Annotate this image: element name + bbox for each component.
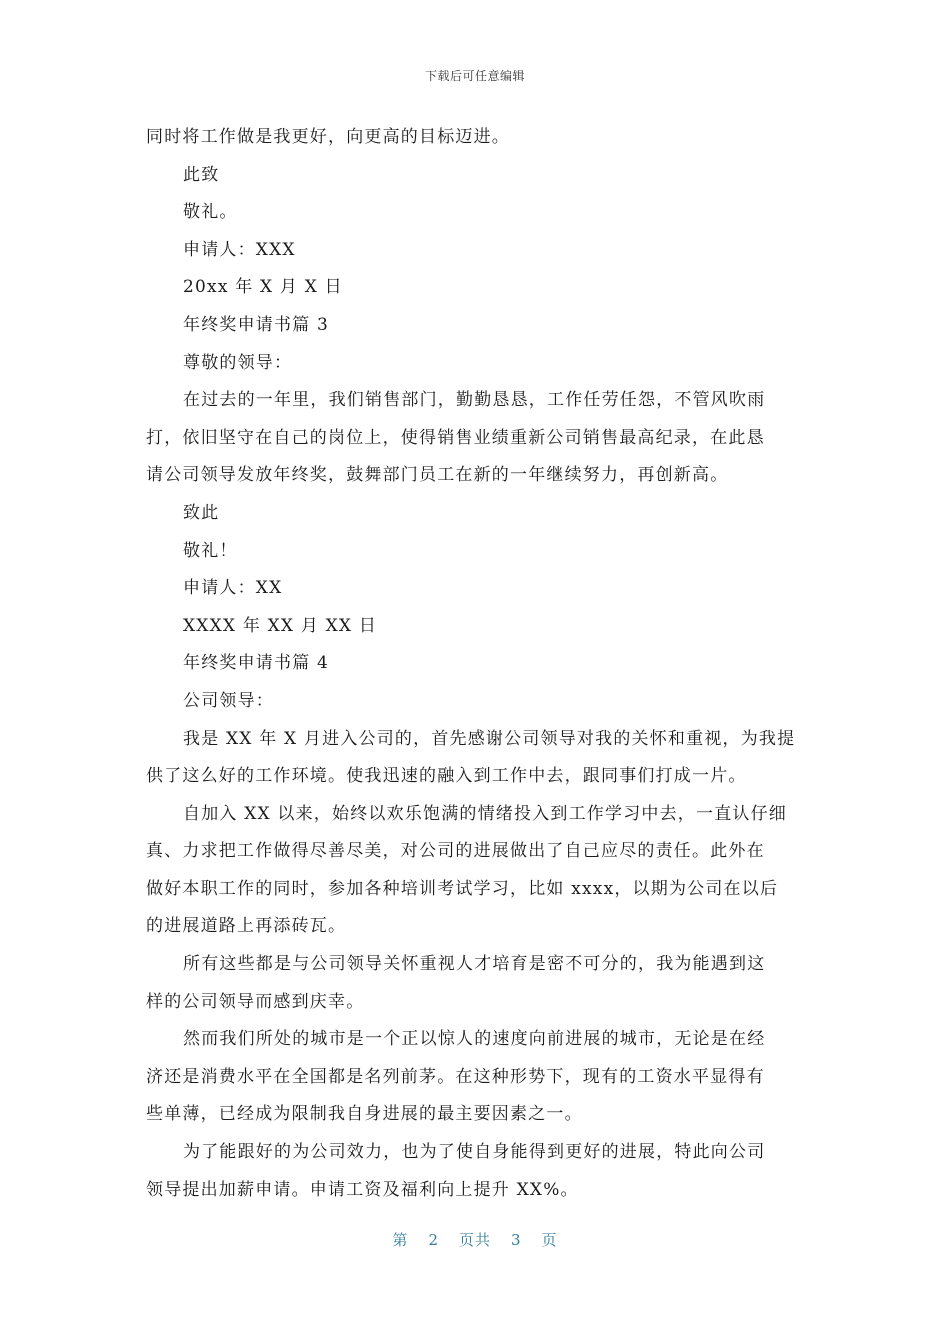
text-line: 敬礼！ [183, 540, 238, 561]
page-prefix: 第 [392, 1231, 409, 1249]
page-header-note: 下载后可任意编辑 [424, 69, 525, 83]
text-line: 些单薄，已经成为限制我自身进展的最主要因素之一。 [146, 1104, 583, 1125]
page-middle: 页共 [458, 1231, 491, 1249]
page-footer [0, 1229, 950, 1250]
total-pages-number: 3 [511, 1231, 522, 1249]
text-line: 然而我们所处的城市是一个正以惊人的速度向前进展的城市，无论是在经 [183, 1029, 766, 1050]
text-line: 所有这些都是与公司领导关怀重视人才培育是密不可分的，我为能遇到这 [183, 954, 766, 975]
text-line: 尊敬的领导： [183, 352, 293, 373]
text-line: 样的公司领导而感到庆幸。 [146, 991, 365, 1012]
text-line: 做好本职工作的同时，参加各种培训考试学习，比如 xxxx，以期为公司在以后 [146, 878, 779, 899]
text-line: 在过去的一年里，我们销售部门，勤勤恳恳，工作任劳任怨，不管风吹雨 [183, 390, 766, 411]
page-suffix: 页 [541, 1231, 558, 1249]
text-line: 我是 XX 年 X 月进入公司的，首先感谢公司领导对我的关怀和重视，为我提 [183, 728, 796, 749]
current-page-number: 2 [428, 1231, 439, 1249]
section-title: 年终奖申请书篇 4 [183, 653, 330, 674]
text-line: 供了这么好的工作环境。使我迅速的融入到工作中去，跟同事们打成一片。 [146, 766, 747, 787]
text-line: 申请人：XXX [183, 239, 296, 260]
text-line: 申请人：XX [183, 578, 283, 599]
text-line: 济还是消费水平在全国都是名列前茅。在这种形势下，现有的工资水平显得有 [146, 1066, 765, 1087]
text-line: 为了能跟好的为公司效力，也为了使自身能得到更好的进展，特此向公司 [183, 1142, 766, 1163]
text-line: 的进展道路上再添砖瓦。 [146, 916, 347, 937]
text-line: 致此 [183, 502, 220, 523]
text-line: 同时将工作做是我更好，向更高的目标迈进。 [146, 127, 510, 147]
text-line: 20xx 年 X 月 X 日 [183, 277, 343, 298]
text-line: 自加入 XX 以来，始终以欢乐饱满的情绪投入到工作学习中去，一直认仔细 [183, 803, 788, 824]
text-line: 打，依旧坚守在自己的岗位上，使得销售业绩重新公司销售最高纪录，在此恳 [146, 427, 765, 448]
text-line: 公司领导： [183, 690, 274, 711]
text-line: 此致 [183, 164, 220, 185]
text-line: 领导提出加薪申请。申请工资及福利向上提升 XX%。 [146, 1179, 579, 1200]
section-title: 年终奖申请书篇 3 [183, 314, 330, 335]
text-line: 真、力求把工作做得尽善尽美，对公司的进展做出了自己应尽的责任。此外在 [146, 841, 765, 862]
text-line: XXXX 年 XX 月 XX 日 [183, 615, 378, 636]
document-body [146, 119, 806, 1209]
text-line: 请公司领导发放年终奖，鼓舞部门员工在新的一年继续努力，再创新高。 [146, 465, 729, 486]
text-line: 敬礼。 [183, 202, 238, 223]
